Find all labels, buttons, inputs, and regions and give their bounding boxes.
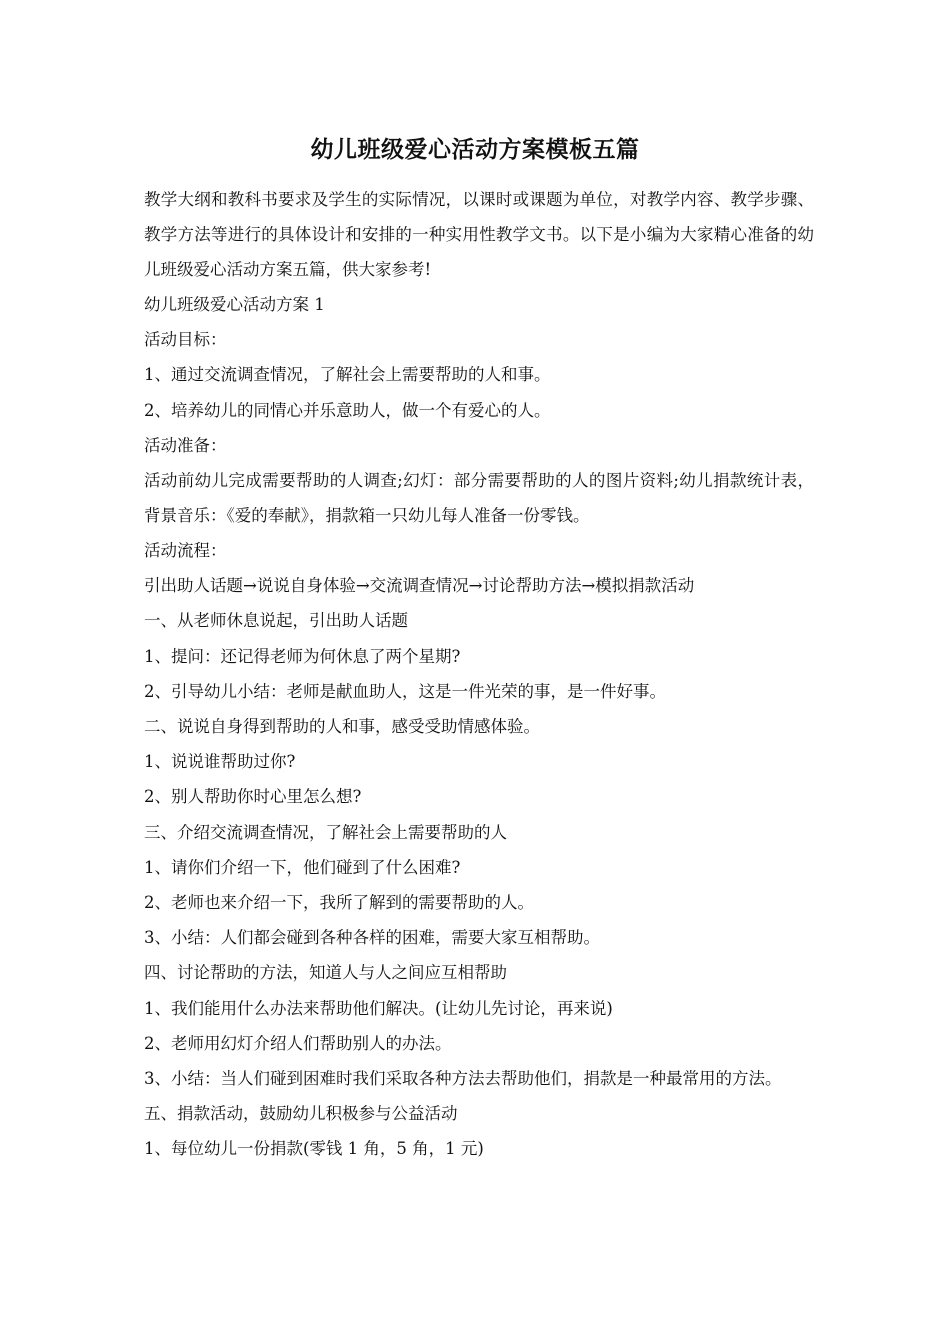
document-title: 幼儿班级爱心活动方案模板五篇 — [310, 136, 640, 163]
list-item: 2、老师用幻灯介绍人们帮助别人的办法。 — [144, 1033, 452, 1053]
list-item: 2、别人帮助你时心里怎么想? — [144, 787, 362, 807]
list-item: 2、老师也来介绍一下，我所了解到的需要帮助的人。 — [144, 893, 534, 913]
preparation-paragraph: 活动前幼儿完成需要帮助的人调查;幻灯：部分需要帮助的人的图片资料;幼儿捐款统计表，背景音乐：《爱的奉献》，捐款箱一只幼儿每人准备一份零钱。 — [144, 471, 814, 526]
step-heading: 一、从老师休息说起，引出助人话题 — [144, 611, 408, 631]
list-item: 1、我们能用什么办法来帮助他们解决。(让幼儿先讨论，再来说) — [144, 998, 613, 1018]
section-label-process: 活动流程： — [144, 541, 227, 561]
list-item: 1、说说谁帮助过你? — [144, 752, 296, 772]
list-item: 1、每位幼儿一份捐款(零钱 1 角，5 角，1 元) — [144, 1139, 484, 1159]
list-item: 1、提问：还记得老师为何休息了两个星期? — [144, 646, 461, 666]
list-item: 1、请你们介绍一下，他们碰到了什么困难? — [144, 857, 461, 877]
process-flow: 引出助人话题→说说自身体验→交流调查情况→讨论帮助方法→模拟捐款活动 — [144, 576, 695, 596]
section-label-preparation: 活动准备： — [144, 435, 227, 455]
step-heading: 三、介绍交流调查情况，了解社会上需要帮助的人 — [144, 822, 507, 842]
step-heading: 五、捐款活动，鼓励幼儿积极参与公益活动 — [144, 1104, 458, 1124]
list-item: 3、小结：当人们碰到困难时我们采取各种方法去帮助他们，捐款是一种最常用的方法。 — [144, 1069, 782, 1089]
list-item: 3、小结：人们都会碰到各种各样的困难，需要大家互相帮助。 — [144, 928, 600, 948]
list-item: 2、引导幼儿小结：老师是献血助人，这是一件光荣的事，是一件好事。 — [144, 681, 666, 701]
step-heading: 四、讨论帮助的方法，知道人与人之间应互相帮助 — [144, 963, 507, 983]
step-heading: 二、说说自身得到帮助的人和事，感受受助情感体验。 — [144, 717, 540, 737]
document-body — [144, 182, 814, 1166]
intro-paragraph: 教学大纲和教科书要求及学生的实际情况，以课时或课题为单位，对教学内容、教学步骤、教学方法等进行的具体设计和安排的一种实用性教学文书。以下是小编为大家精心准备的幼儿班级爱心活动方案五篇，供大家参考! — [144, 190, 814, 279]
list-item: 1、通过交流调查情况，了解社会上需要帮助的人和事。 — [144, 365, 551, 385]
plan-heading: 幼儿班级爱心活动方案 1 — [144, 295, 325, 314]
section-label-goals: 活动目标： — [144, 330, 227, 350]
list-item: 2、培养幼儿的同情心并乐意助人，做一个有爱心的人。 — [144, 400, 551, 420]
